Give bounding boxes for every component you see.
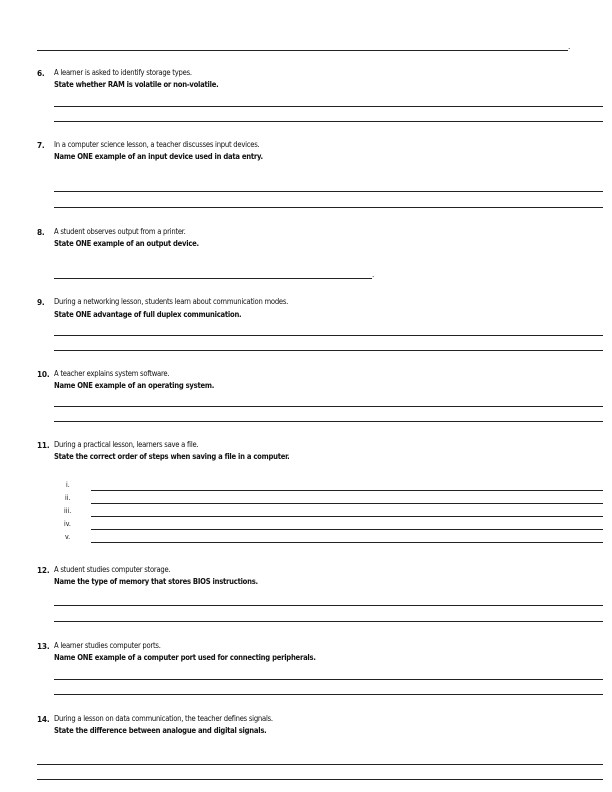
question-number: 8. [37,227,45,237]
question-number: 9. [37,297,45,307]
roman-numeral: iv. [64,520,71,528]
question-prompt: State ONE example of an output device. [54,239,199,248]
question-prompt: State whether RAM is volatile or non-volatile. [54,80,219,89]
question-number: 11. [37,440,50,450]
question-number: 13. [37,641,50,651]
answer-line [54,605,603,606]
answer-line [54,621,603,622]
answer-line [54,421,603,422]
question-prompt: Name ONE example of an input device used in data entry. [54,152,263,161]
answer-line [54,406,603,407]
answer-line [54,694,603,695]
question-number: 6. [37,68,45,78]
question-context: During a lesson on data communication, the teacher defines signals. [54,714,273,723]
question-number: 10. [37,369,50,379]
question-prompt: State the difference between analogue and digital signals. [54,726,267,735]
answer-line [91,503,603,504]
answer-line [37,779,603,780]
roman-numeral: v. [65,533,71,541]
answer-line [54,106,603,107]
roman-numeral: i. [66,481,70,489]
answer-line [54,350,603,351]
answer-line [54,191,603,192]
question-prompt: State ONE advantage of full duplex communication. [54,310,242,319]
answer-line [54,207,603,208]
end-dot: . [568,42,571,51]
question-context: A learner is asked to identify storage types. [54,68,192,77]
question-context: During a practical lesson, learners save a file. [54,440,199,449]
question-context: A teacher explains system software. [54,369,170,378]
question-prompt: State the correct order of steps when saving a file in a computer. [54,452,290,461]
end-dot: . [372,270,375,279]
answer-line [37,764,603,765]
question-prompt: Name ONE example of a computer port used for connecting peripherals. [54,653,316,662]
answer-line [54,278,372,279]
question-number: 7. [37,140,45,150]
answer-line [37,50,568,51]
question-context: A student observes output from a printer. [54,227,186,236]
roman-numeral: ii. [65,494,71,502]
answer-line [54,335,603,336]
question-context: A learner studies computer ports. [54,641,161,650]
answer-line [54,679,603,680]
answer-line [91,529,603,530]
question-number: 12. [37,565,50,575]
answer-line [91,542,603,543]
answer-line [91,516,603,517]
answer-line [91,490,603,491]
question-context: A student studies computer storage. [54,565,171,574]
answer-line [54,121,603,122]
roman-numeral: iii. [64,507,72,515]
question-number: 14. [37,714,50,724]
question-context: During a networking lesson, students learn about communication modes. [54,297,289,306]
question-prompt: Name the type of memory that stores BIOS instructions. [54,577,258,586]
question-context: In a computer science lesson, a teacher discusses input devices. [54,140,260,149]
question-prompt: Name ONE example of an operating system. [54,381,215,390]
